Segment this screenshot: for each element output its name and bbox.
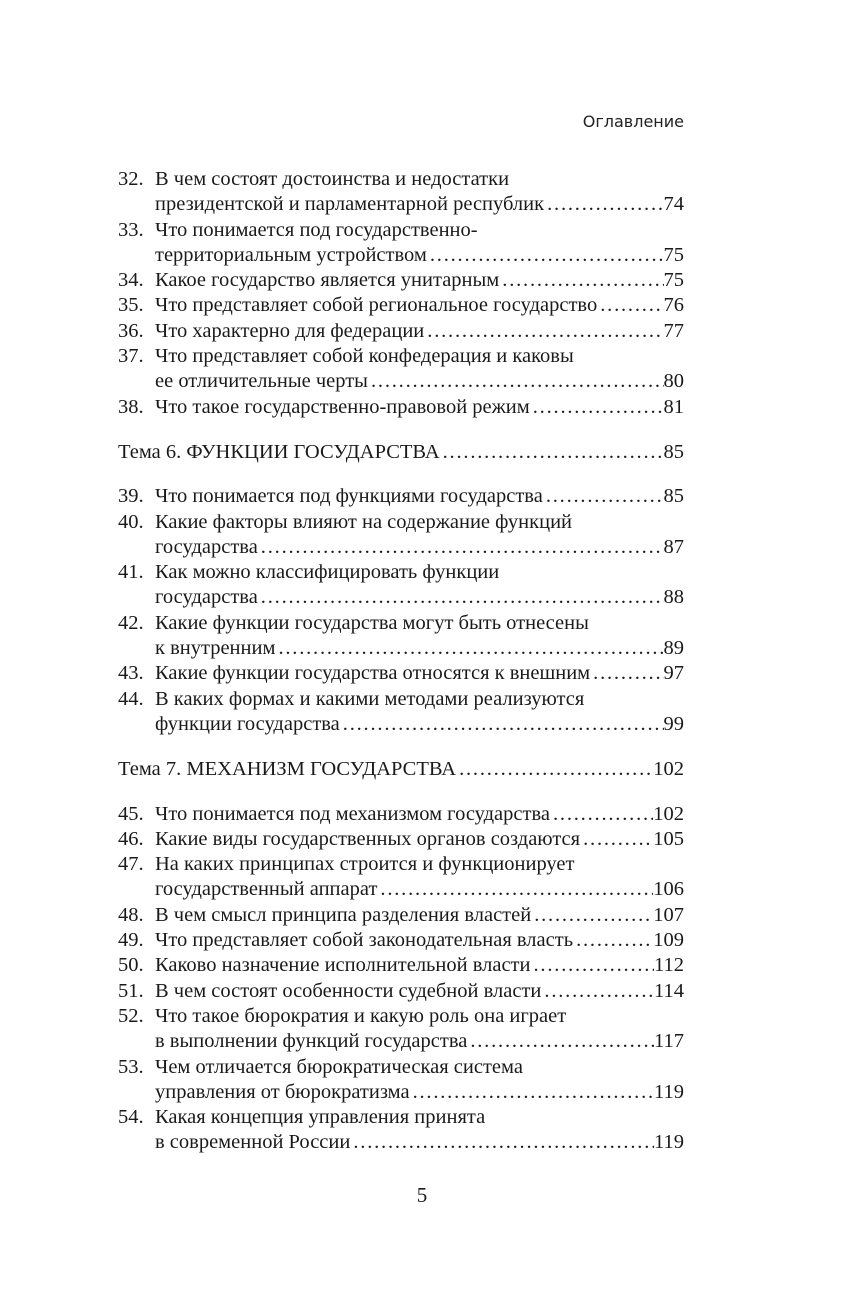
toc-entry <box>118 293 684 318</box>
toc-entry <box>118 953 684 978</box>
entry-number: 35. <box>118 294 144 317</box>
entry-number: 49. <box>118 929 144 952</box>
entry-page: 85 <box>663 485 684 508</box>
entry-title: в выполнении функций государства <box>155 1030 468 1053</box>
entry-title: Что понимается под функциями государства <box>155 485 543 508</box>
entry-page: 97 <box>663 662 684 685</box>
toc-entry <box>118 510 684 561</box>
page-number: 5 <box>416 1183 428 1207</box>
entry-body <box>155 852 684 903</box>
entry-body <box>155 395 684 420</box>
entry-number: 47. <box>118 853 144 876</box>
entry-title-line: Как можно классифицировать функции <box>155 561 500 584</box>
entry-body <box>155 1105 684 1156</box>
entry-number: 45. <box>118 802 144 825</box>
entry-number: 51. <box>118 979 144 1002</box>
entry-page: 81 <box>663 395 684 418</box>
entry-page: 87 <box>663 535 684 558</box>
entry-page: 106 <box>653 878 684 901</box>
entry-number: 37. <box>118 345 144 368</box>
entry-last-line <box>155 369 684 394</box>
toc-entry <box>118 319 684 344</box>
entry-page: 119 <box>654 1080 684 1103</box>
entry-last-line <box>118 440 684 465</box>
entry-body <box>155 167 684 218</box>
entry-page: 75 <box>663 269 684 292</box>
toc-entry <box>118 484 684 509</box>
entry-last-line <box>155 243 684 268</box>
entry-last-line <box>155 1029 684 1054</box>
dot-leader <box>590 661 663 686</box>
entry-number: 38. <box>118 395 144 418</box>
entry-body <box>155 802 684 827</box>
entry-title: Какое государство является унитарным <box>155 269 500 292</box>
entry-page: 105 <box>653 827 684 850</box>
dot-leader <box>530 395 664 420</box>
entry-title: президентской и парламентарной республик <box>155 193 545 216</box>
entry-number: 52. <box>118 1004 144 1027</box>
entry-last-line <box>118 757 684 782</box>
entry-page: 88 <box>663 586 684 609</box>
entry-title: функции государства <box>155 712 340 735</box>
entry-page: 99 <box>663 712 684 735</box>
toc-entry <box>118 661 684 686</box>
entry-title-line: Какие функции государства могут быть отнесены <box>155 611 589 634</box>
entry-title: государства <box>155 535 258 558</box>
entry-number: 32. <box>118 168 144 190</box>
entry-last-line <box>155 395 684 420</box>
entry-number: 42. <box>118 611 144 634</box>
toc-entry <box>118 827 684 852</box>
toc-entry <box>118 167 684 218</box>
toc-entry <box>118 268 684 293</box>
entry-page: 75 <box>663 243 684 266</box>
entry-last-line <box>155 827 684 852</box>
entry-body <box>155 293 684 318</box>
dot-leader <box>597 293 663 318</box>
entry-title-line: Чем отличается бюрократическая система <box>155 1055 523 1078</box>
entry-last-line <box>155 535 684 560</box>
entry-title-line: В чем состоят достоинства и недостатки <box>155 168 510 190</box>
entry-last-line <box>155 484 684 509</box>
entry-last-line <box>155 953 684 978</box>
entry-title: Что характерно для федерации <box>155 319 425 342</box>
dot-leader <box>531 953 655 978</box>
entry-page: 109 <box>653 929 684 952</box>
dot-leader <box>531 903 653 928</box>
dot-leader <box>499 268 663 293</box>
entry-last-line <box>155 192 684 217</box>
entry-number: 46. <box>118 827 144 850</box>
entry-title-line: Что такое бюрократия и какую роль она играет <box>155 1004 567 1027</box>
dot-leader <box>427 243 664 268</box>
entry-last-line <box>155 877 684 902</box>
toc-entry <box>118 560 684 611</box>
entry-title: Что понимается под механизмом государства <box>155 802 550 825</box>
entry-body <box>155 1055 684 1106</box>
entry-number: 48. <box>118 903 144 926</box>
dot-leader <box>258 535 664 560</box>
topic-heading <box>118 440 684 465</box>
running-header: Оглавление <box>582 112 684 131</box>
entry-body <box>155 661 684 686</box>
toc-entry <box>118 928 684 953</box>
entry-body <box>155 484 684 509</box>
dot-leader <box>550 802 653 827</box>
entry-number: 43. <box>118 662 144 685</box>
dot-leader <box>440 440 664 465</box>
entry-number: 34. <box>118 269 144 292</box>
entry-page: 102 <box>653 758 684 781</box>
entry-page: 119 <box>654 1131 684 1154</box>
entry-title: государственный аппарат <box>155 878 378 901</box>
dot-leader <box>424 319 663 344</box>
entry-title: Какие функции государства относятся к внешним <box>155 662 591 685</box>
entry-title: Что такое государственно-правовой режим <box>155 395 530 418</box>
entry-body <box>155 560 684 611</box>
dot-leader <box>573 928 653 953</box>
toc-entry <box>118 218 684 269</box>
entry-last-line <box>155 712 684 737</box>
entry-last-line <box>155 585 684 610</box>
dot-leader <box>275 636 663 661</box>
entry-last-line <box>155 802 684 827</box>
entry-title-line: На каких принципах строится и функционирует <box>155 853 575 876</box>
entry-title: В чем смысл принципа разделения властей <box>155 903 532 926</box>
dot-leader <box>543 484 664 509</box>
table-of-contents <box>118 167 684 1156</box>
entry-body <box>155 319 684 344</box>
entry-body <box>155 928 684 953</box>
entry-page: 85 <box>663 440 684 463</box>
entry-body <box>155 510 684 561</box>
entry-page: 107 <box>653 903 684 926</box>
toc-entry <box>118 1105 684 1156</box>
entry-title: В чем состоят особенности судебной власти <box>155 979 542 1002</box>
entry-body <box>155 979 684 1004</box>
entry-body <box>155 953 684 978</box>
entry-number: 44. <box>118 687 144 710</box>
entry-page: 77 <box>663 319 684 342</box>
entry-last-line <box>155 979 684 1004</box>
entry-body <box>155 268 684 293</box>
dot-leader <box>377 877 653 902</box>
entry-body <box>155 611 684 662</box>
entry-title: в современной России <box>155 1131 351 1154</box>
entry-title-line: Какие факторы влияют на содержание функций <box>155 510 573 533</box>
entry-title: Что представляет собой законодательная власть <box>155 929 574 952</box>
topic-heading <box>118 757 684 782</box>
entry-page: 102 <box>653 802 684 825</box>
toc-entry <box>118 903 684 928</box>
toc-entry <box>118 687 684 738</box>
entry-page: 114 <box>654 979 684 1002</box>
toc-entry <box>118 395 684 420</box>
entry-title-line: В каких формах и какими методами реализуются <box>155 687 585 710</box>
entry-last-line <box>155 293 684 318</box>
dot-leader <box>541 979 654 1004</box>
entry-title: территориальным устройством <box>155 243 427 266</box>
toc-entry <box>118 344 684 395</box>
entry-number: 39. <box>118 485 144 508</box>
dot-leader <box>258 585 664 610</box>
toc-entry <box>118 802 684 827</box>
entry-title-line: Что понимается под государственно- <box>155 218 478 241</box>
entry-number: 50. <box>118 954 144 977</box>
entry-last-line <box>155 268 684 293</box>
entry-last-line <box>155 1080 684 1105</box>
dot-leader <box>467 1029 654 1054</box>
entry-number: 53. <box>118 1055 144 1078</box>
toc-entry <box>118 1055 684 1106</box>
toc-entry <box>118 611 684 662</box>
entry-body <box>155 1004 684 1055</box>
entry-number: 54. <box>118 1106 144 1129</box>
entry-number: 36. <box>118 319 144 342</box>
entry-page: 117 <box>654 1030 684 1053</box>
dot-leader <box>456 757 653 782</box>
entry-title: Тема 6. ФУНКЦИИ ГОСУДАРСТВА <box>118 440 440 463</box>
entry-title: Что представляет собой региональное государство <box>155 294 598 317</box>
entry-title: ее отличительные черты <box>155 370 368 393</box>
entry-number: 40. <box>118 510 144 533</box>
entry-last-line <box>155 928 684 953</box>
entry-number: 33. <box>118 218 144 241</box>
entry-title: управления от бюрократизма <box>155 1080 410 1103</box>
entry-last-line <box>155 636 684 661</box>
entry-page: 89 <box>663 637 684 660</box>
entry-page: 76 <box>663 294 684 317</box>
entry-body <box>155 344 684 395</box>
entry-body <box>155 903 684 928</box>
dot-leader <box>368 369 664 394</box>
entry-last-line <box>155 661 684 686</box>
entry-number: 41. <box>118 561 144 584</box>
entry-page: 112 <box>654 954 684 977</box>
entry-title: Каково назначение исполнительной власти <box>155 954 531 977</box>
dot-leader <box>544 192 663 217</box>
entry-page: 80 <box>663 370 684 393</box>
toc-entry <box>118 852 684 903</box>
entry-title: Какие виды государственных органов создаются <box>155 827 581 850</box>
entry-title: государства <box>155 586 258 609</box>
dot-leader <box>350 1130 654 1155</box>
entry-title: к внутренним <box>155 637 276 660</box>
entry-body <box>155 687 684 738</box>
entry-last-line <box>155 903 684 928</box>
toc-entry <box>118 1004 684 1055</box>
entry-body <box>155 827 684 852</box>
entry-last-line <box>155 1130 684 1155</box>
dot-leader <box>410 1080 654 1105</box>
entry-page: 74 <box>663 193 684 216</box>
entry-body <box>155 218 684 269</box>
entry-title-line: Что представляет собой конфедерация и каковы <box>155 345 574 368</box>
dot-leader <box>340 712 664 737</box>
entry-title: Тема 7. МЕХАНИЗМ ГОСУДАРСТВА <box>118 758 457 781</box>
toc-entry <box>118 979 684 1004</box>
entry-last-line <box>155 319 684 344</box>
dot-leader <box>580 827 653 852</box>
entry-title-line: Какая концепция управления принята <box>155 1106 486 1129</box>
